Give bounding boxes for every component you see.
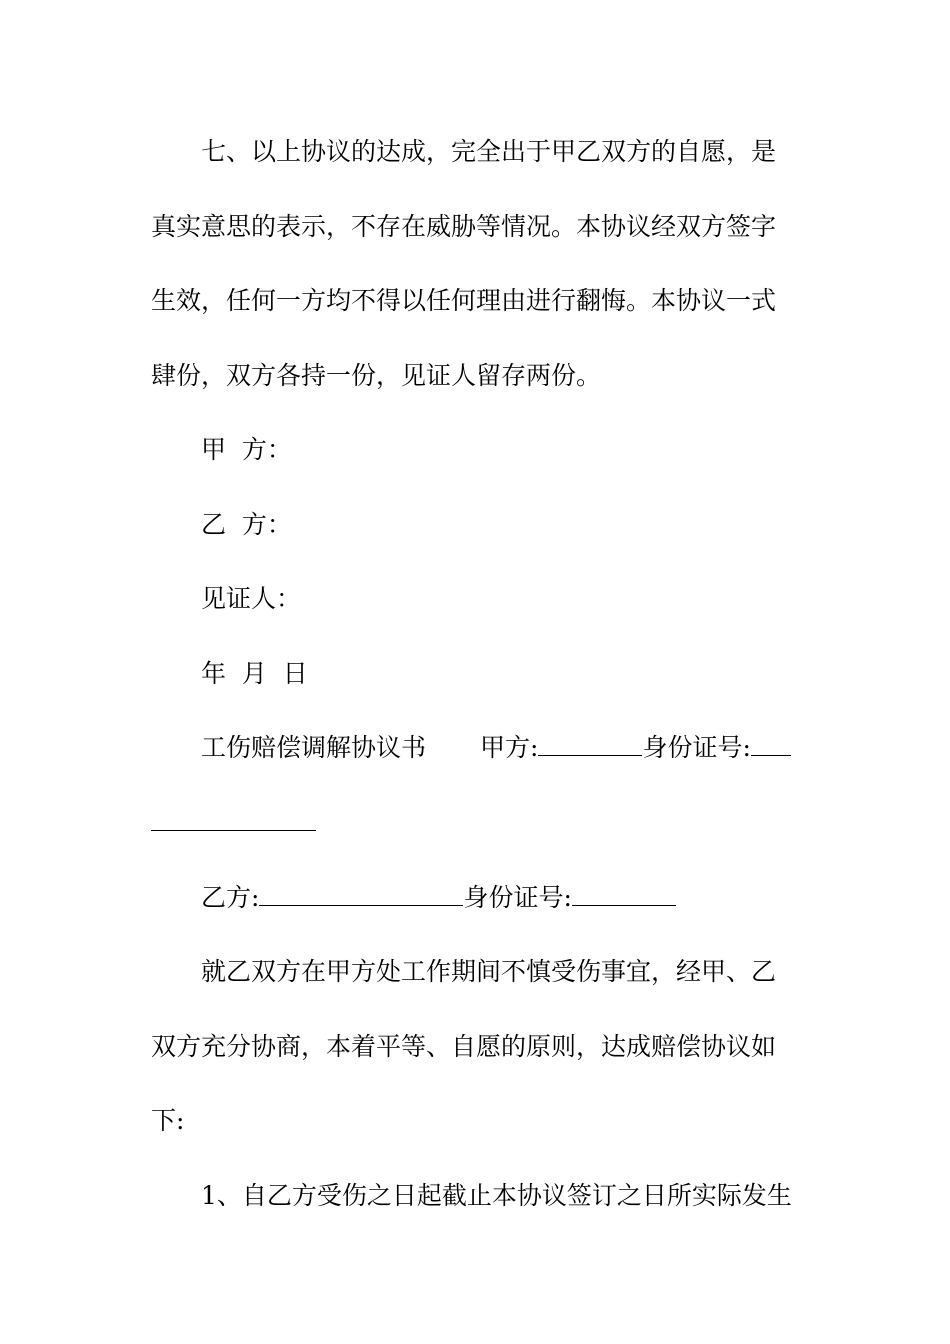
- party-b-label: 乙方:: [201, 883, 260, 912]
- party-a-label: 甲方:: [480, 733, 539, 762]
- intro-line-2: 双方充分协商，本着平等、自愿的原则，达成赔偿协议如: [151, 1032, 777, 1061]
- signature-party-b: 乙 方：: [201, 510, 292, 539]
- party-b-line: [201, 883, 861, 913]
- party-b-id-label: 身份证号:: [463, 883, 572, 912]
- party-b-blank: [259, 883, 463, 906]
- party-a-id-blank-end: [151, 808, 316, 831]
- id-blank-continuation: [151, 808, 811, 838]
- intro-line-1: 就乙双方在甲方处工作期间不慎受伤事宜，经甲、乙: [201, 957, 777, 986]
- party-b-id-blank: [572, 883, 676, 906]
- signature-party-a: 甲 方：: [201, 435, 292, 464]
- intro-line-3: 下:: [151, 1106, 185, 1135]
- title-line: [201, 733, 811, 763]
- party-a-id-label: 身份证号:: [642, 733, 751, 762]
- clause-7-line-4: 肆份，双方各持一份，见证人留存两份。: [151, 361, 602, 390]
- clause-7-line-3: 生效，任何一方均不得以任何理由进行翻悔。本协议一式: [151, 286, 777, 315]
- item-1-line-1: 1、自乙方受伤之日起截止本协议签订之日所实际发生: [201, 1181, 792, 1210]
- agreement-title: 工伤赔偿调解协议书: [201, 733, 427, 762]
- clause-7-line-1: 七、以上协议的达成，完全出于甲乙双方的自愿，是: [201, 137, 777, 166]
- party-a-blank: [538, 733, 642, 756]
- party-a-id-blank-start: [751, 733, 791, 756]
- clause-7-line-2: 真实意思的表示，不存在威胁等情况。本协议经双方签字: [151, 212, 777, 241]
- signature-witness: 见证人：: [201, 584, 302, 613]
- signature-date: 年 月 日: [201, 659, 308, 688]
